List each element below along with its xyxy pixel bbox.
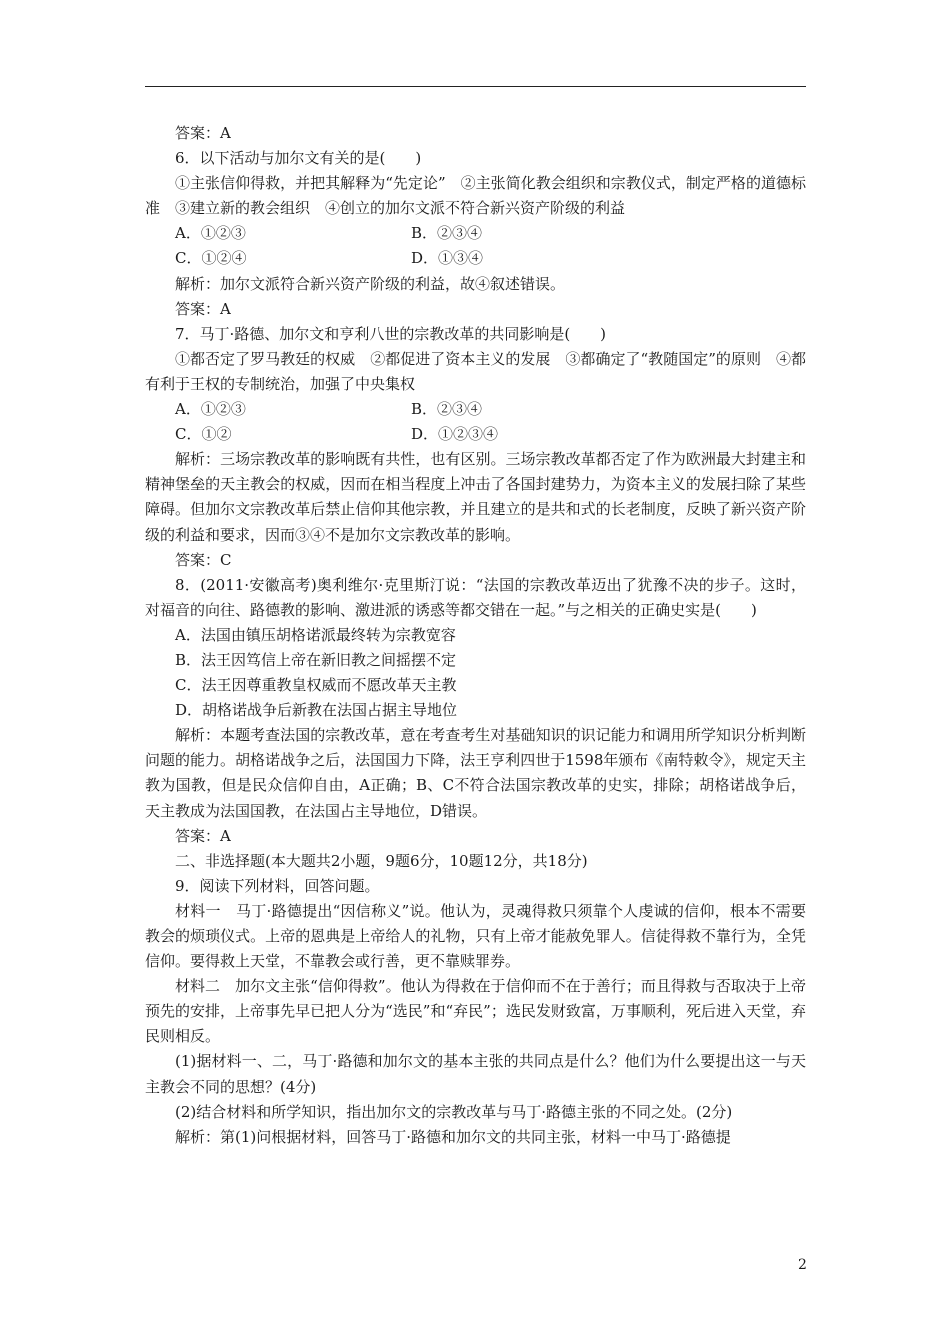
explanation-8: 解析：本题考查法国的宗教改革，意在考查考生对基础知识的识记能力和调用所学知识分析判断问题的能力。胡格诺战争之后，法国国力下降，法王亨利四世于1598年颁布《南特敕令》，规定天主教为国教，但是民众信仰自由，A正确；B、C不符合法国宗教改革的史实，排除；胡格诺战争后，天主教成为法国国教，在法国占主导地位，D错误。 <box>145 726 806 820</box>
question-8: 8．(2011·安徽高考)奥利维尔·克里斯汀说：“法国的宗教改革迈出了犹豫不决的步子。这时，对福音的向往、路德教的影响、激进派的诱惑等都交错在一起。”与之相关的正确史实是( ) <box>145 575 806 619</box>
answer-5: 答案：A <box>175 124 231 142</box>
option-b: B．②③④ <box>411 400 483 419</box>
option-c: C．①②④ <box>175 249 247 268</box>
question-8-option-d: D．胡格诺战争后新教在法国占据主导地位 <box>175 701 458 720</box>
option-d: D．①②③④ <box>411 425 499 444</box>
option-d: D．①③④ <box>411 249 484 268</box>
question-9-part-2: (2)结合材料和所学知识，指出加尔文的宗教改革与马丁·路德主张的不同之处。(2分) <box>175 1102 733 1121</box>
question-7-statements: ①都否定了罗马教廷的权威 ②都促进了资本主义的发展 ③都确定了“教随国定”的原则 ④都有利于王权的专制统治，加强了中央集权 <box>145 349 806 393</box>
question-8-option-a: A．法国由镇压胡格诺派最终转为宗教宽容 <box>175 625 456 644</box>
option-a: A．①②③ <box>175 224 246 243</box>
question-7-options-row-1 <box>145 397 806 422</box>
section-heading: 二、非选择题(本大题共2小题，9题6分，10题12分，共18分) <box>175 851 588 870</box>
question-6-options-row-2 <box>145 246 806 271</box>
option-b: B．②③④ <box>411 224 483 243</box>
question-9: 9．阅读下列材料，回答问题。 <box>175 876 380 895</box>
answer-8: 答案：A <box>175 826 231 845</box>
option-a: A．①②③ <box>175 400 246 419</box>
question-9-part-1: (1)据材料一、二，马丁·路德和加尔文的基本主张的共同点是什么？他们为什么要提出这一与天主教会不同的思想？(4分) <box>145 1052 806 1096</box>
explanation-9: 解析：第(1)问根据材料，回答马丁·路德和加尔文的共同主张，材料一中马丁·路德提 <box>175 1127 731 1146</box>
document-body <box>145 121 806 1150</box>
explanation-7: 解析：三场宗教改革的影响既有共性，也有区别。三场宗教改革都否定了作为欧洲最大封建主和精神堡垒的天主教会的权威，因而在相当程度上冲击了各国封建势力，为资本主义的发展扫除了某些障碍。但加尔文宗教改革后禁止信仰其他宗教，并且建立的是共和式的长老制度，反映了新兴资产阶级的利益和要求，因而③④不是加尔文宗教改革的影响。 <box>145 450 806 544</box>
explanation-6: 解析：加尔文派符合新兴资产阶级的利益，故④叙述错误。 <box>175 274 566 293</box>
question-6-options-row-1 <box>145 221 806 246</box>
material-1: 材料一 马丁·路德提出“因信称义”说。他认为，灵魂得救只须靠个人虔诚的信仰，根本不需要教会的烦琐仪式。上帝的恩典是上帝给人的礼物，只有上帝才能赦免罪人。信徒得救不靠行为，全凭信仰。要得救上天堂，不靠教会或行善，更不靠赎罪券。 <box>145 901 806 971</box>
material-2: 材料二 加尔文主张“信仰得救”。他认为得救在于信仰而不在于善行；而且得救与否取决于上帝预先的安排，上帝事先早已把人分为“选民”和“弃民”；选民发财致富，万事顺利，死后进入天堂，弃民则相反。 <box>145 977 806 1046</box>
answer-6: 答案：A <box>175 299 231 318</box>
question-6: 6．以下活动与加尔文有关的是( ) <box>175 149 422 168</box>
page-number: 2 <box>798 1257 807 1273</box>
question-8-option-c: C．法王因尊重教皇权威而不愿改革天主教 <box>175 676 457 695</box>
option-c: C．①② <box>175 425 232 444</box>
question-7-options-row-2 <box>145 422 806 447</box>
question-6-statements: ①主张信仰得救，并把其解释为“先定论” ②主张简化教会组织和宗教仪式，制定严格的道德标准 ③建立新的教会组织 ④创立的加尔文派不符合新兴资产阶级的利益 <box>145 174 806 218</box>
question-8-option-b: B．法王因笃信上帝在新旧教之间摇摆不定 <box>175 650 457 669</box>
answer-7: 答案：C <box>175 550 232 569</box>
header-rule <box>145 86 806 87</box>
question-7: 7．马丁·路德、加尔文和亨利八世的宗教改革的共同影响是( ) <box>175 324 607 343</box>
